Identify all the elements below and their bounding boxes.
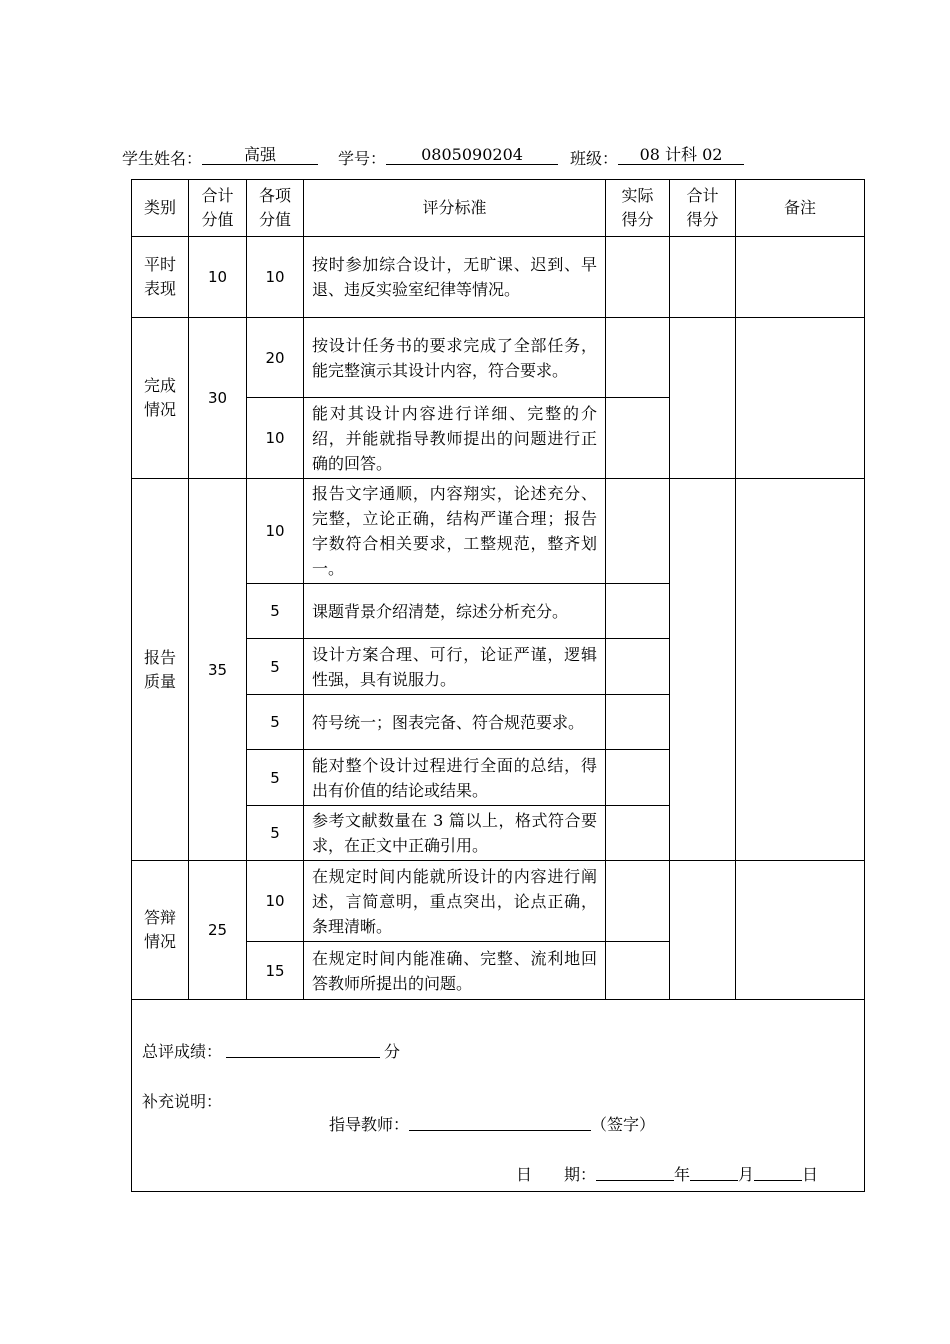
student-info-line xyxy=(122,146,862,170)
name-label: 学生姓名： xyxy=(122,149,203,168)
criteria-cell: 在规定时间内能就所设计的内容进行阐述，言简意明，重点突出，论点正确，条理清晰。 xyxy=(304,861,606,942)
year-blank[interactable] xyxy=(596,1162,674,1181)
actual-score-cell[interactable] xyxy=(606,942,670,1000)
sum-score-cell[interactable] xyxy=(670,237,736,318)
total-grade-unit: 分 xyxy=(384,1042,401,1061)
date-line xyxy=(516,1162,818,1185)
extra-notes-label: 补充说明： xyxy=(142,1092,223,1111)
table-row xyxy=(132,237,865,318)
item-score-cell: 5 xyxy=(247,750,304,806)
header-item-score: 各项 分值 xyxy=(247,180,304,237)
class-label: 班级： xyxy=(570,149,619,168)
item-score-cell: 15 xyxy=(247,942,304,1000)
table-row xyxy=(132,861,865,942)
item-score-cell: 5 xyxy=(247,584,304,639)
category-cell: 完成 情况 xyxy=(132,318,189,479)
date-label: 日 期： xyxy=(516,1165,597,1184)
remark-cell[interactable] xyxy=(736,237,865,318)
item-score-cell: 10 xyxy=(247,398,304,479)
header-remark: 备注 xyxy=(736,180,865,237)
category-cell: 报告 质量 xyxy=(132,479,189,861)
criteria-cell: 参考文献数量在 3 篇以上，格式符合要求，在正文中正确引用。 xyxy=(304,806,606,861)
teacher-label: 指导教师： xyxy=(329,1115,410,1134)
actual-score-cell[interactable] xyxy=(606,639,670,695)
actual-score-cell[interactable] xyxy=(606,584,670,639)
remark-cell[interactable] xyxy=(736,479,865,861)
class-value: 08 计科 02 xyxy=(618,146,744,165)
actual-score-cell[interactable] xyxy=(606,398,670,479)
criteria-cell: 能对其设计内容进行详细、完整的介绍，并能就指导教师提出的问题进行正确的回答。 xyxy=(304,398,606,479)
id-value: 0805090204 xyxy=(386,146,558,165)
item-score-cell: 10 xyxy=(247,479,304,584)
table-row xyxy=(132,318,865,398)
month-label: 月 xyxy=(738,1165,755,1184)
item-score-cell: 5 xyxy=(247,695,304,750)
table-row xyxy=(132,479,865,584)
criteria-cell: 设计方案合理、可行，论证严谨，逻辑性强，具有说服力。 xyxy=(304,639,606,695)
criteria-cell: 在规定时间内能准确、完整、流利地回答教师所提出的问题。 xyxy=(304,942,606,1000)
item-score-cell: 20 xyxy=(247,318,304,398)
actual-score-cell[interactable] xyxy=(606,861,670,942)
teacher-sign-blank[interactable] xyxy=(409,1112,591,1131)
total-score-cell: 30 xyxy=(189,318,247,479)
month-blank[interactable] xyxy=(690,1162,738,1181)
day-blank[interactable] xyxy=(754,1162,802,1181)
category-cell: 平时 表现 xyxy=(132,237,189,318)
summary-cell xyxy=(132,1000,865,1192)
criteria-cell: 符号统一；图表完备、符合规范要求。 xyxy=(304,695,606,750)
total-grade-blank[interactable] xyxy=(226,1039,380,1058)
item-score-cell: 10 xyxy=(247,861,304,942)
header-total-score: 合计 分值 xyxy=(189,180,247,237)
actual-score-cell[interactable] xyxy=(606,750,670,806)
actual-score-cell[interactable] xyxy=(606,479,670,584)
item-score-cell: 5 xyxy=(247,639,304,695)
header-category: 类别 xyxy=(132,180,189,237)
criteria-cell: 报告文字通顺，内容翔实，论述充分、完整，立论正确，结构严谨合理；报告字数符合相关要求，工整规范，整齐划一。 xyxy=(304,479,606,584)
teacher-sign-line xyxy=(329,1112,655,1135)
id-label: 学号： xyxy=(338,149,387,168)
name-value: 高强 xyxy=(202,146,318,165)
total-grade-line xyxy=(142,1039,400,1062)
total-score-cell: 25 xyxy=(189,861,247,1000)
item-score-cell: 5 xyxy=(247,806,304,861)
total-score-cell: 35 xyxy=(189,479,247,861)
header-actual-score: 实际 得分 xyxy=(606,180,670,237)
table-header-row xyxy=(132,180,865,237)
summary-row xyxy=(132,1000,865,1192)
day-label: 日 xyxy=(802,1165,819,1184)
year-label: 年 xyxy=(674,1165,691,1184)
sign-note: （签字） xyxy=(591,1115,656,1134)
actual-score-cell[interactable] xyxy=(606,237,670,318)
remark-cell[interactable] xyxy=(736,318,865,479)
sum-score-cell[interactable] xyxy=(670,479,736,861)
actual-score-cell[interactable] xyxy=(606,695,670,750)
sum-score-cell[interactable] xyxy=(670,318,736,479)
actual-score-cell[interactable] xyxy=(606,318,670,398)
criteria-cell: 按时参加综合设计，无旷课、迟到、早退、违反实验室纪律等情况。 xyxy=(304,237,606,318)
item-score-cell: 10 xyxy=(247,237,304,318)
criteria-cell: 按设计任务书的要求完成了全部任务，能完整演示其设计内容，符合要求。 xyxy=(304,318,606,398)
criteria-cell: 课题背景介绍清楚，综述分析充分。 xyxy=(304,584,606,639)
remark-cell[interactable] xyxy=(736,861,865,1000)
actual-score-cell[interactable] xyxy=(606,806,670,861)
total-grade-label: 总评成绩： xyxy=(142,1042,223,1061)
sum-score-cell[interactable] xyxy=(670,861,736,1000)
header-sum-score: 合计 得分 xyxy=(670,180,736,237)
grading-table xyxy=(131,179,865,1192)
category-cell: 答辩 情况 xyxy=(132,861,189,1000)
criteria-cell: 能对整个设计过程进行全面的总结，得出有价值的结论或结果。 xyxy=(304,750,606,806)
total-score-cell: 10 xyxy=(189,237,247,318)
header-criteria: 评分标准 xyxy=(304,180,606,237)
